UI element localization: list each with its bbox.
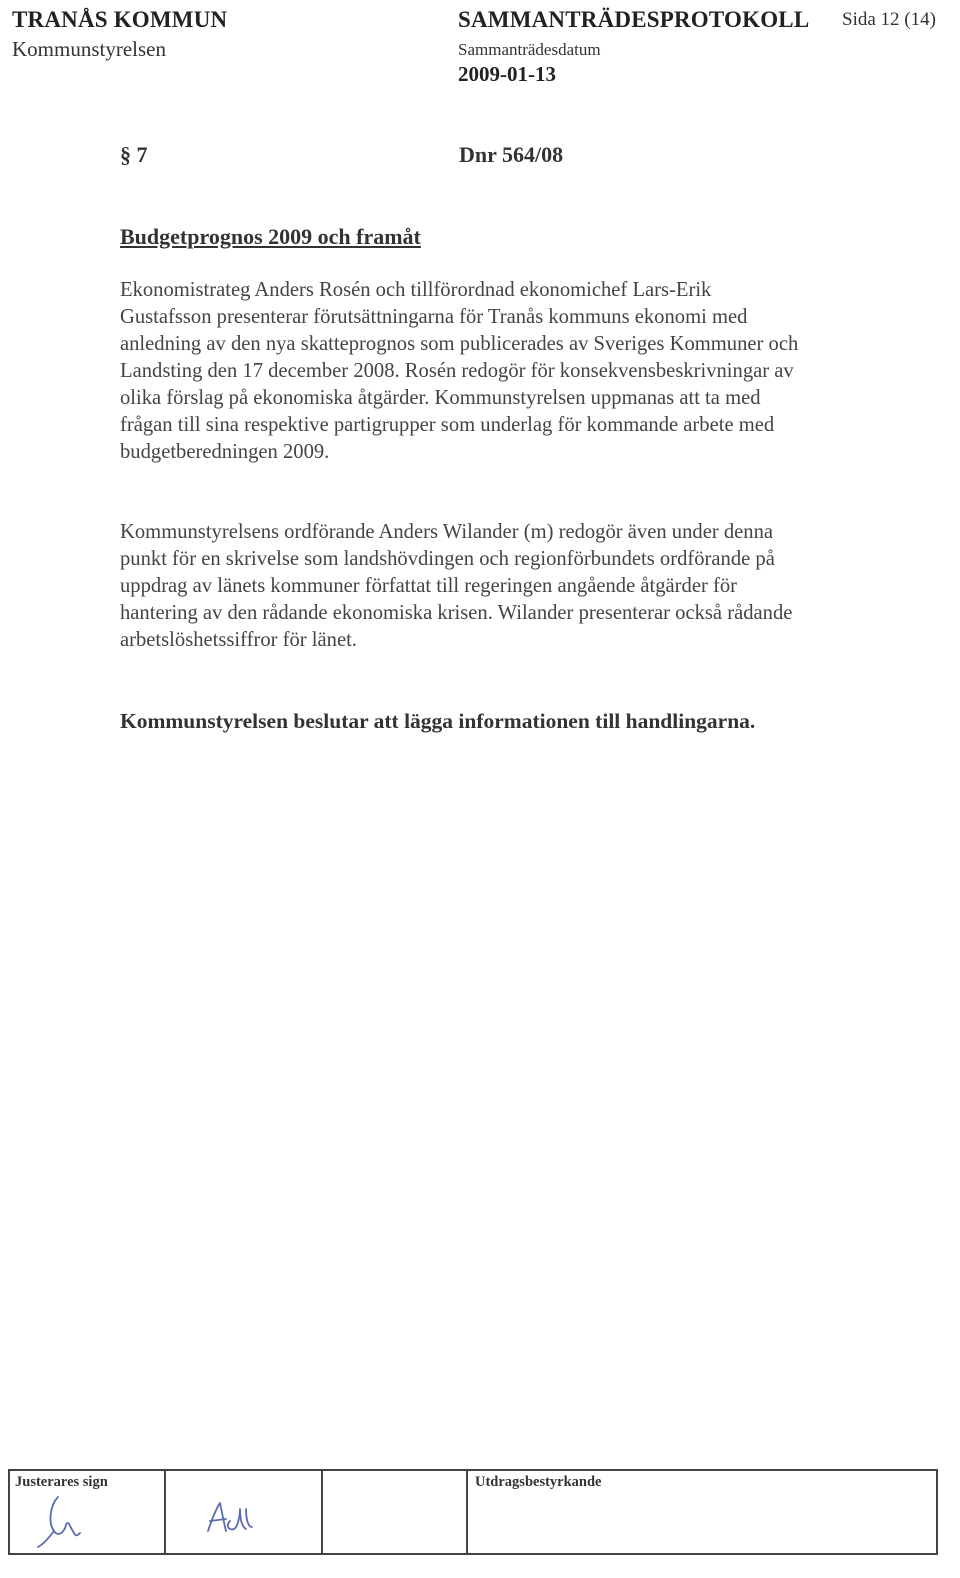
organization-unit: Kommunstyrelsen	[12, 37, 166, 61]
signature-box	[8, 1469, 938, 1555]
diary-number: Dnr 564/08	[459, 142, 564, 167]
signature-2-icon	[196, 1493, 266, 1543]
section-number: § 7	[120, 142, 148, 167]
paragraph-1: Ekonomistrateg Anders Rosén och tillförordnad ekonomichef Lars-Erik Gustafsson presenterar förutsättningarna för Tranås kommuns ekonomi med anledning av den nya skatteprognos som publicerades av Sveriges Kommuner och Landsting den 17 december 2008. Rosén redogör för konsekvensbeskrivningar av olika förslag på ekonomiska åtgärder. Kommunstyrelsen uppmanas att ta med frågan till sina respektive partigrupper som underlag för kommande arbete med budgetberedningen 2009.	[120, 279, 799, 463]
page-number: Sida 12 (14)	[842, 9, 936, 30]
signature-divider	[321, 1471, 323, 1553]
justerares-sign-label: Justerares sign	[15, 1474, 108, 1490]
organization-name: TRANÅS KOMMUN	[12, 7, 228, 32]
document-type: SAMMANTRÄDESPROTOKOLL	[458, 7, 810, 32]
decision: Kommunstyrelsen beslutar att lägga informationen till handlingarna.	[120, 709, 756, 733]
paragraph-2: Kommunstyrelsens ordförande Anders Wilander (m) redogör även under denna punkt för en skrivelse som landshövdingen och regionförbundets ordförande på uppdrag av länets kommuner författat till regeringen angående åtgärder för hantering av den rådande ekonomiska krisen. Wilander presenterar också rådande arbetslöshetssiffror för länet.	[120, 521, 793, 651]
meeting-date: 2009-01-13	[458, 62, 556, 86]
signature-divider	[466, 1471, 468, 1553]
signature-divider	[164, 1471, 166, 1553]
utdragsbestyrkande-label: Utdragsbestyrkande	[475, 1474, 602, 1490]
section-title: Budgetprognos 2009 och framåt	[120, 224, 421, 249]
meeting-date-label: Sammanträdesdatum	[458, 40, 601, 59]
signature-1-icon	[28, 1483, 118, 1553]
